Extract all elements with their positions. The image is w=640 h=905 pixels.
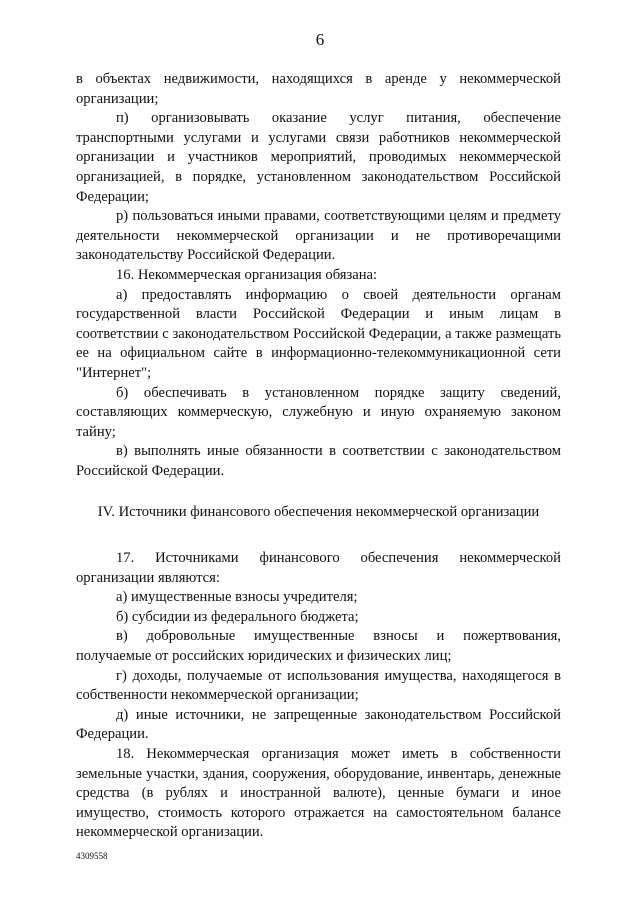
- document-body: [76, 70, 561, 843]
- paragraph: а) имущественные взносы учредителя;: [116, 589, 358, 606]
- paragraph: в объектах недвижимости, находящихся в аренде у некоммерческой организации;: [76, 71, 561, 107]
- paragraph: р) пользоваться иными правами, соответствующими целям и предмету деятельности некоммерческой организации и не противоречащими законодательству Российской Федерации.: [76, 208, 561, 264]
- paragraph: а) предоставлять информацию о своей деятельности органам государственной власти Российской Федерации и иным лицам в соответствии с законодательством Российской Федерации, а также размещать ее на официальном сайте в информационно-телекоммуникационной сети "Интернет";: [76, 286, 561, 381]
- paragraph: б) субсидии из федерального бюджета;: [116, 608, 359, 625]
- paragraph: 16. Некоммерческая организация обязана:: [116, 266, 378, 283]
- page-number: 6: [315, 30, 325, 49]
- paragraphs-after-heading: [76, 549, 561, 843]
- paragraph: д) иные источники, не запрещенные законодательством Российской Федерации.: [76, 706, 561, 743]
- document-code: 4309558: [76, 851, 108, 861]
- paragraphs-before-heading: [76, 70, 561, 481]
- paragraph: г) доходы, получаемые от использования имущества, находящегося в собственности некоммерческой организации;: [76, 667, 561, 704]
- paragraph: в) выполнять иные обязанности в соответствии с законодательством Российской Федерации.: [76, 443, 561, 479]
- paragraph: 18. Некоммерческая организация может иметь в собственности земельные участки, здания, сооружения, оборудование, инвентарь, денежные средства (в рублях и иностранной валюте), ценные бумаги и иное имущество, стоимость которого отражается на самостоятельном балансе некоммерческой организации.: [76, 746, 561, 841]
- section-heading: IV. Источники финансового обеспечения некоммерческой организации: [97, 504, 540, 521]
- paragraph: б) обеспечивать в установленном порядке защиту сведений, составляющих коммерческую, служебную и иную охраняемую законом тайну;: [76, 384, 561, 440]
- paragraph: в) добровольные имущественные взносы и пожертвования, получаемые от российских юридических и физических лиц;: [76, 628, 561, 665]
- paragraph: 17. Источниками финансового обеспечения некоммерческой организации являются:: [76, 550, 561, 586]
- paragraph: п) организовывать оказание услуг питания, обеспечение транспортными услугами и услугами связи работников некоммерческой организации и участников мероприятий, проводимых некоммерческой организацией, в порядке, установленном законодательством Российской Федерации;: [76, 110, 561, 205]
